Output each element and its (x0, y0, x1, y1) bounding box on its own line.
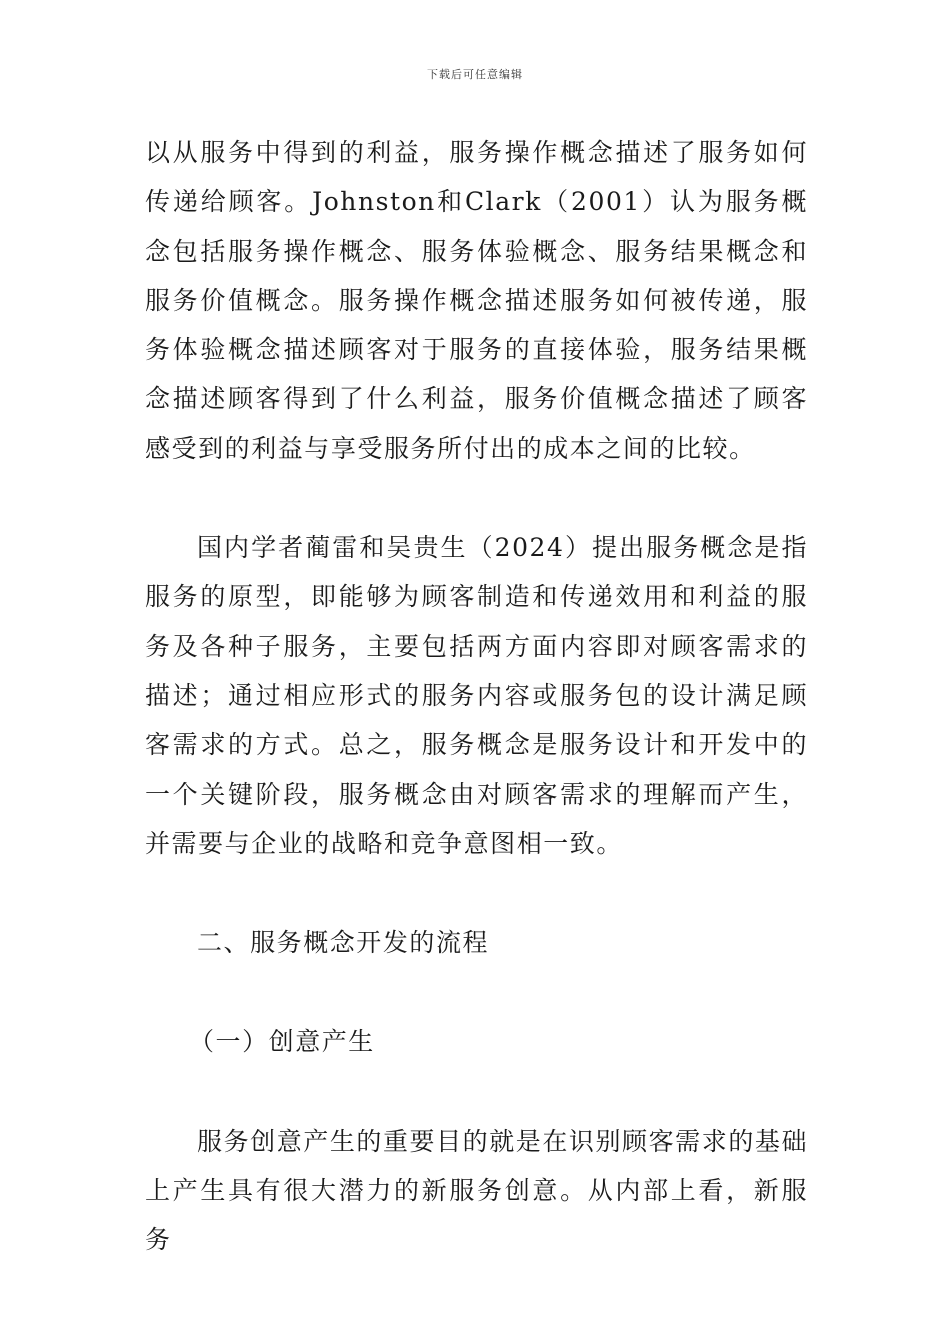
paragraph-gap (145, 1067, 808, 1117)
subsection-heading: （一）创意产生 (189, 1027, 375, 1057)
paragraph-service-concept-components: 以从服务中得到的利益，服务操作概念描述了服务如何传递给顾客。Johnston和Clark（2001）认为服务概念包括服务操作概念、服务体验概念、服务结果概念和服务价值概念。服务操作概念描述服务如何被传递，服务体验概念描述顾客对于服务的直接体验，服务结果概念描述顾客得到了什么利益，服务价值概念描述了顾客感受到的利益与享受服务所付出的成本之间的比较。 (145, 138, 808, 463)
section-heading: 二、服务概念开发的流程 (197, 928, 490, 958)
page-header: 下载后可任意编辑 (427, 68, 523, 81)
document-body (145, 128, 808, 1265)
paragraph-gap (145, 868, 808, 918)
paragraph-gap (145, 967, 808, 1017)
paragraph-domestic-scholars: 国内学者蔺雷和吴贵生（2024）提出服务概念是指服务的原型，即能够为顾客制造和传递效用和利益的服务及各种子服务，主要包括两方面内容即对顾客需求的描述；通过相应形式的服务内容或服务包的设计满足顾客需求的方式。总之，服务概念是服务设计和开发中的一个关键阶段，服务概念由对顾客需求的理解而产生，并需要与企业的战略和竞争意图相一致。 (145, 533, 808, 858)
paragraph-gap (145, 473, 808, 523)
paragraph-idea-generation: 服务创意产生的重要目的就是在识别顾客需求的基础上产生具有很大潜力的新服务创意。从内部上看，新服务 (145, 1126, 808, 1255)
